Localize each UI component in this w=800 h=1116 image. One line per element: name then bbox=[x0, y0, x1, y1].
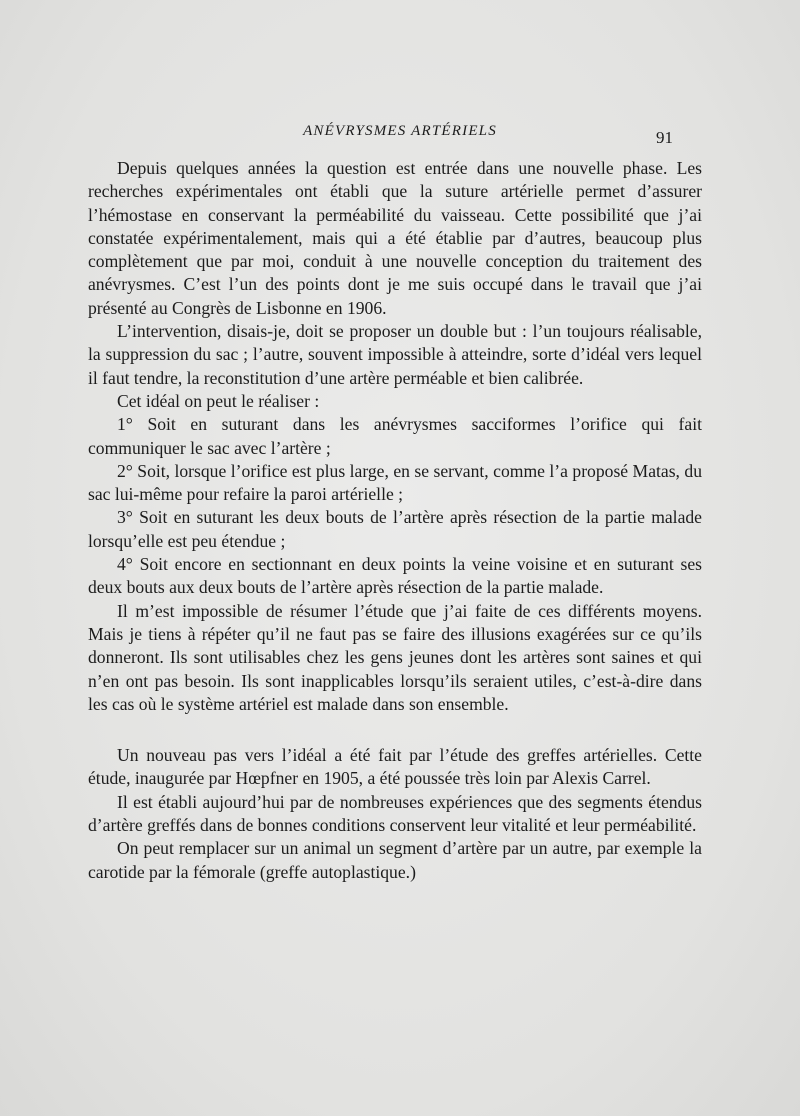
list-item: 2° Soit, lorsque l’orifice est plus large, en se servant, comme l’a proposé Matas, du sac lui-même pour refaire la paroi artérielle ; bbox=[88, 460, 702, 505]
page-number: 91 bbox=[656, 128, 673, 147]
paragraph: Il m’est impossible de résumer l’étude que j’ai faite de ces différents moyens. Mais je tiens à répéter qu’il ne faut pas se faire des illusions exagérées sur ce qu’ils donneront. Ils sont utilisables chez les gens jeunes dont les artères sont saines et qui n’en ont pas besoin. Ils sont inapplicables lorsqu’ils seraient utiles, c’est-à-dire dans les cas où le système artériel est malade dans son ensemble. bbox=[88, 600, 702, 714]
body-text bbox=[88, 157, 702, 884]
paragraph: Il est établi aujourd’hui par de nombreuses expériences que des segments étendus d’artère greffés dans de bonnes conditions conservent leur vitalité et leur perméabilité. bbox=[88, 791, 702, 836]
paragraph: On peut remplacer sur un animal un segment d’artère par un autre, par exemple la carotide par la fémorale (greffe autoplastique.) bbox=[88, 838, 702, 882]
paragraph: Un nouveau pas vers l’idéal a été fait par l’étude des greffes artérielles. Cette étude, inaugurée par Hœpfner en 1905, a été poussée très loin par Alexis Carrel. bbox=[88, 745, 702, 789]
list-item: 1° Soit en suturant dans les anévrysmes sacciformes l’orifice qui fait communiquer le sac avec l’artère ; bbox=[88, 414, 702, 458]
list-item: 3° Soit en suturant les deux bouts de l’artère après résection de la partie malade lorsqu’elle est peu étendue ; bbox=[88, 507, 702, 551]
list-item: 4° Soit encore en sectionnant en deux points la veine voisine et en suturant ses deux bouts aux deux bouts de l’artère après résection de la partie malade. bbox=[88, 554, 702, 598]
paragraph: L’intervention, disais-je, doit se proposer un double but : l’un toujours réalisable, la suppression du sac ; l’autre, souvent impossible à atteindre, sorte d’idéal vers lequel il faut tendre, la reconstitution d’une artère perméable et bien calibrée. bbox=[88, 321, 702, 388]
paragraph: Cet idéal on peut le réaliser : bbox=[117, 390, 320, 411]
running-title: ANÉVRYSMES ARTÉRIELS bbox=[303, 123, 497, 139]
paragraph: Depuis quelques années la question est entrée dans une nouvelle phase. Les recherches expérimentales ont établi que la suture artérielle permet d’assurer l’hémostase en conservant la perméabilité du vaisseau. Cette possibilité que j’ai constatée expérimentalement, mais qui a été établie par d’autres, beaucoup plus complètement que par moi, conduit à une nouvelle conception du traitement des anévrysmes. C’est l’un des points dont je me suis occupé dans le travail que j’ai présenté au Congrès de Lisbonne en 1906. bbox=[88, 158, 702, 318]
